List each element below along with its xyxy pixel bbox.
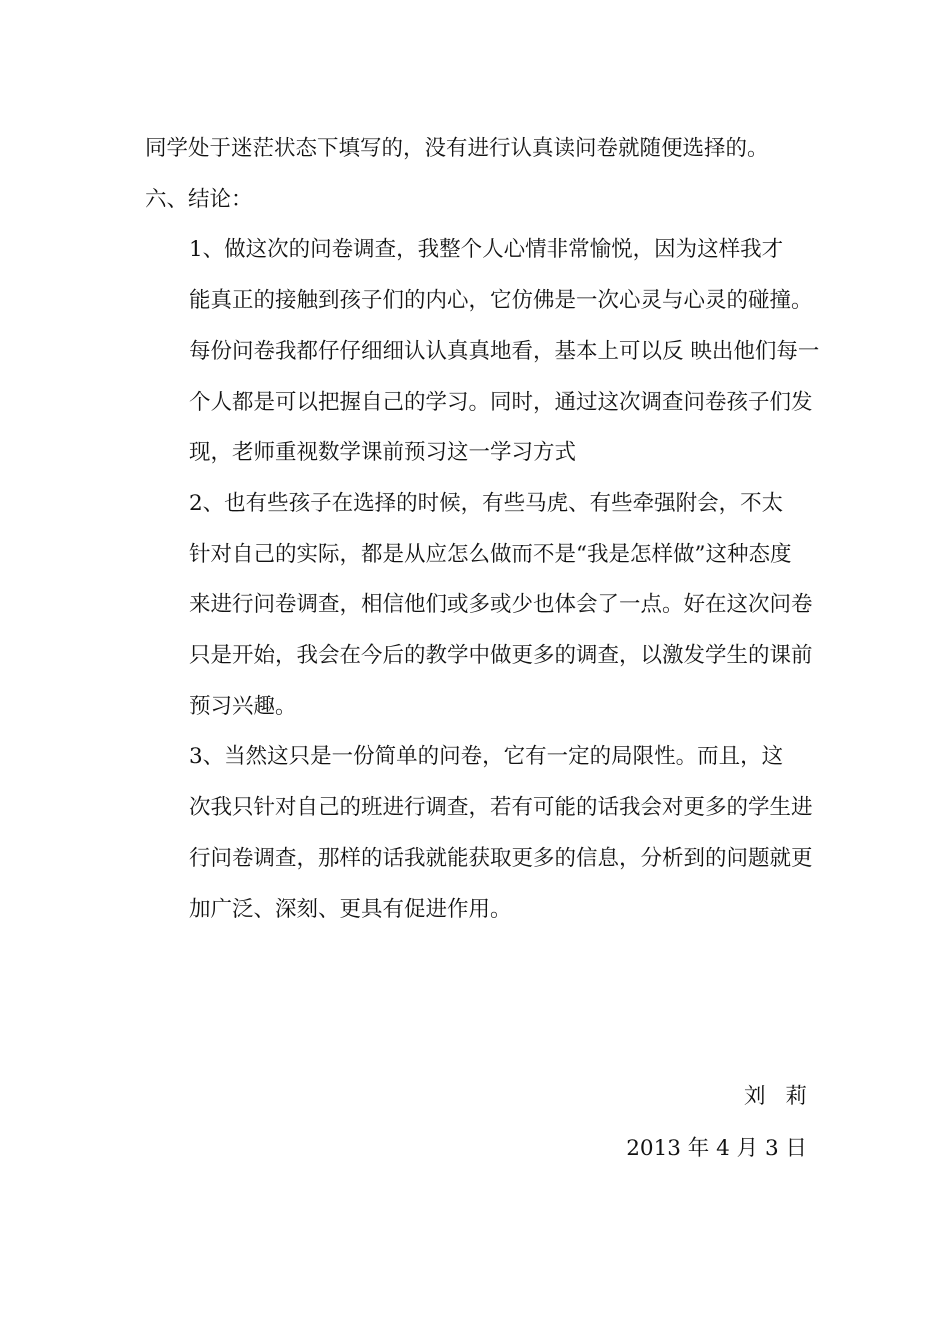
signature-date: 2013 年 4 月 3 日	[626, 1136, 807, 1161]
conclusion-paragraph-2	[145, 479, 813, 733]
text-line: 现，老师重视数学课前预习这一学习方式	[189, 440, 577, 466]
signature-name: 刘莉	[743, 1084, 827, 1109]
section-heading	[145, 175, 807, 226]
text-line: 2、也有些孩子在选择的时候，有些马虎、有些牵强附会，不太	[189, 490, 784, 516]
text-line: 3、当然这只是一份简单的问卷，它有一定的局限性。而且，这	[189, 744, 784, 770]
text-line: 加广泛、深刻、更具有促进作用。	[189, 896, 512, 922]
text-line: 只是开始，我会在今后的教学中做更多的调查，以激发学生的课前	[189, 643, 813, 669]
text-line: 个人都是可以把握自己的学习。同时，通过这次调查问卷孩子们发	[189, 389, 813, 415]
text-line: 每份问卷我都仔仔细细认认真真地看，基本上可以反 映出他们每一	[189, 338, 820, 364]
text-line: 次我只针对自己的班进行调查，若有可能的话我会对更多的学生进	[189, 795, 813, 821]
text-line: 能真正的接触到孩子们的内心，它仿佛是一次心灵与心灵的碰撞。	[189, 288, 813, 314]
conclusion-paragraph-3	[145, 732, 813, 935]
text-line: 行问卷调查，那样的话我就能获取更多的信息，分析到的问题就更	[189, 845, 813, 871]
text-line: 针对自己的实际，都是从应怎么做而不是“我是怎样做”这种态度	[189, 541, 792, 567]
text-line: 同学处于迷茫状态下填写的，没有进行认真读问卷就随便选择的。	[145, 136, 769, 161]
conclusion-paragraph-1	[145, 225, 820, 479]
text-line: 1、做这次的问卷调查，我整个人心情非常愉悦，因为这样我才	[189, 237, 784, 263]
text-line: 来进行问卷调查，相信他们或多或少也体会了一点。好在这次问卷	[189, 592, 813, 618]
section-heading-text: 六、结论：	[145, 186, 253, 212]
text-line: 预习兴趣。	[189, 693, 297, 719]
intro-tail-paragraph	[145, 124, 807, 175]
document-body	[145, 124, 820, 935]
